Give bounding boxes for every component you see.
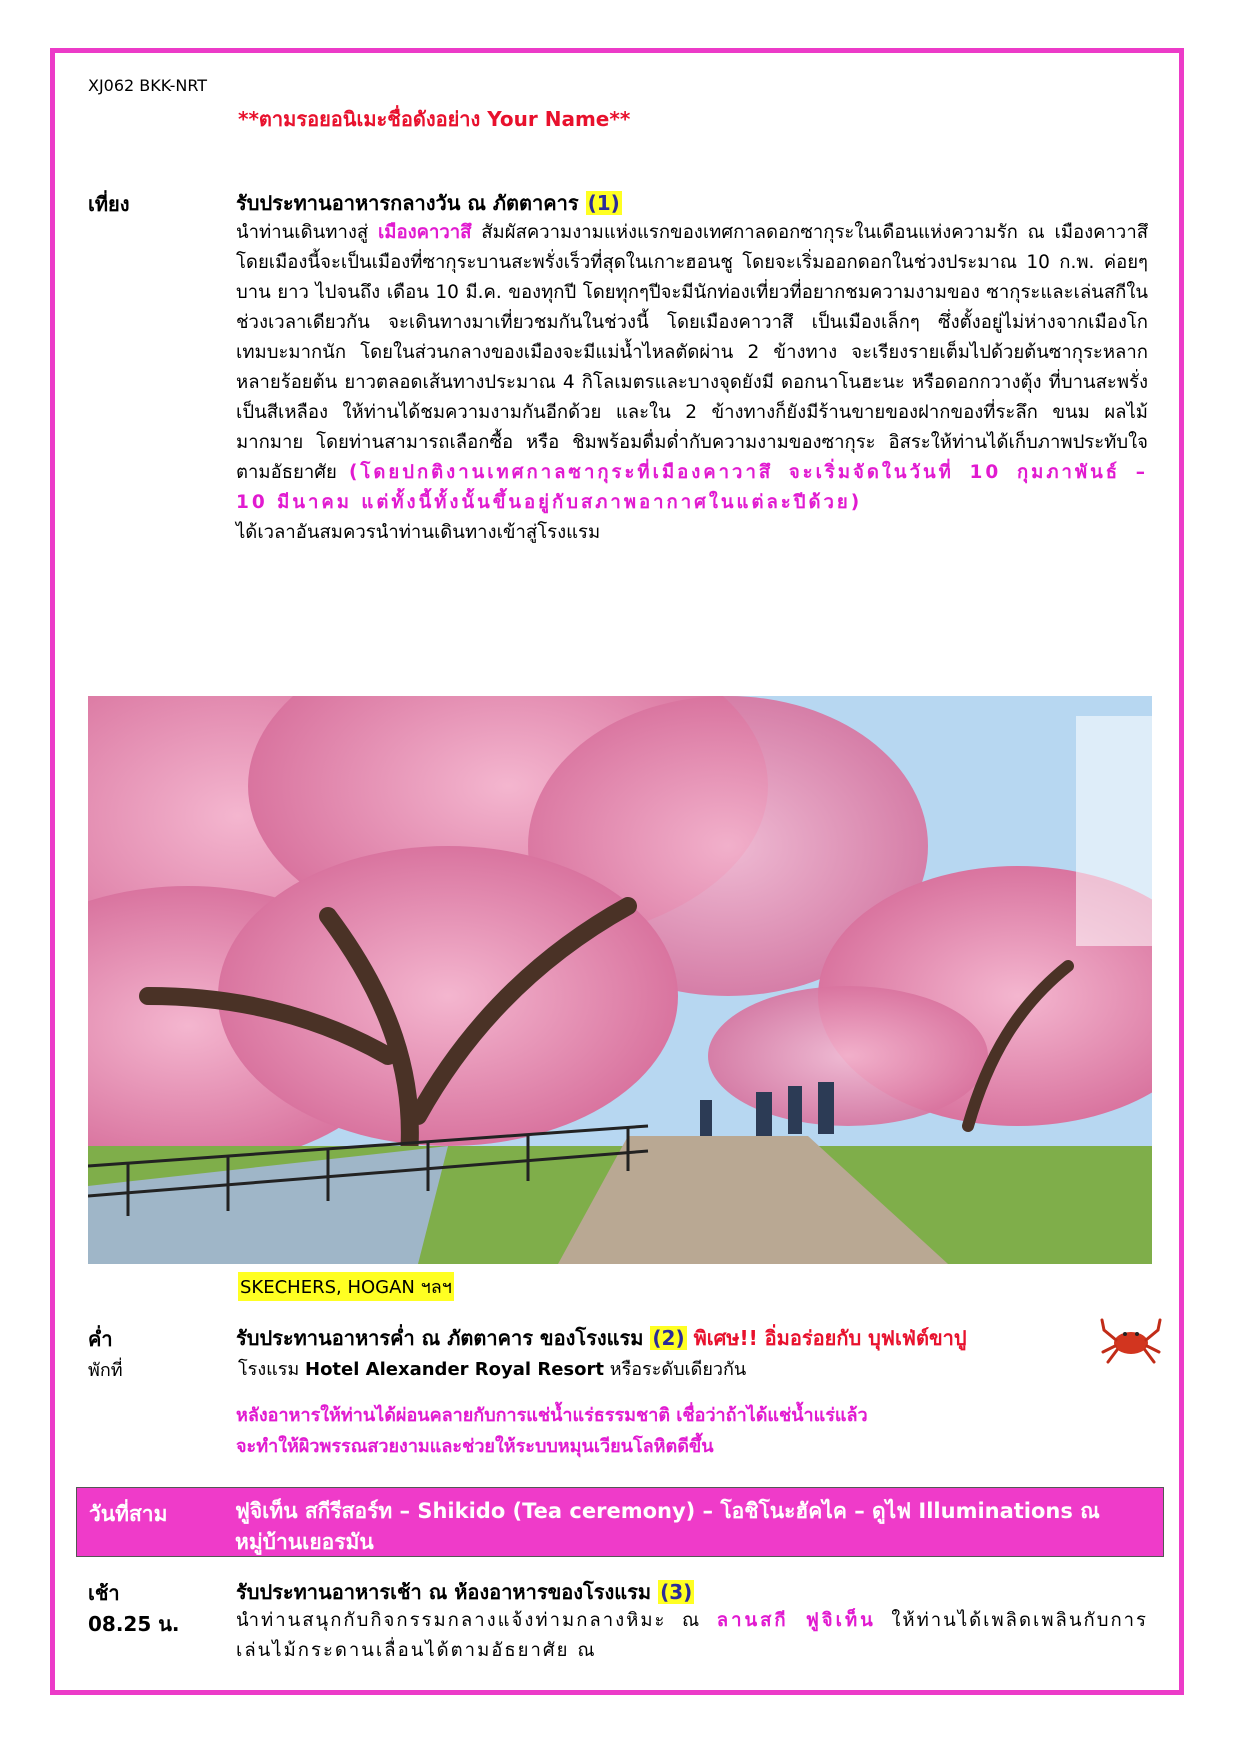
breakfast-description: [236, 1606, 1148, 1666]
stay-prefix: โรงแรม: [238, 1359, 300, 1380]
photo-caption: SKECHERS, HOGAN ฯลฯ: [238, 1272, 454, 1301]
dinner-heading: [236, 1322, 967, 1354]
meal-number-3: (3): [660, 1580, 693, 1604]
meal-number-2: (2): [652, 1326, 685, 1350]
kawazu-place: เมืองคาวาสึ: [377, 222, 472, 243]
breakfast-label: เช้า: [88, 1581, 120, 1605]
dinner-label: ค่ำ: [88, 1327, 113, 1351]
hotel-name: Hotel Alexander Royal Resort: [305, 1359, 604, 1380]
day3-banner: [76, 1487, 1164, 1557]
lunch-body: สัมผัสความงามแห่งแรกของเทศกาลดอกซากุระในเดือนแห่งความรัก ณ เมืองคาวาสึ โดยเมืองนี้จะเป็นเมืองที่ซากุระบานสะพรั่งเร็วที่สุดในเกาะฮอนชู โดยจะเริ่มออกดอกในช่วงประมาณ 10 ก.พ. ค่อยๆบาน ยาว ไปจนถึง เดือน 10 มี.ค. ของทุกปี โดยทุกๆปีจะมีนักท่องเที่ยวที่อยากชมความงามของ ซากุระและเล่นสกีในช่วงเวลาเดียวกัน จะเดินทางมาเที่ยวชมกันในช่วงนี้ โดยเมืองคาวาสึ เป็นเมืองเล็กๆ ซึ่งตั้งอยู่ไม่ห่างจากเมืองโกเทมบะมากนัก โดยในส่วนกลางของเมืองจะมีแม่น้ำไหลตัดผ่าน 2 ข้างทาง จะเรียงรายเต็มไปด้วยต้นซากุระหลากหลายร้อยต้น ยาวตลอดเส้นทางประมาณ 4 กิโลเมตรและบางจุดยังมี ดอกนาโนฮะนะ หรือดอกกวางตุ้ง ที่บานสะพรั่งเป็นสีเหลือง ให้ท่านได้ชมความงามกันอีกด้วย และใน 2 ข้างทางก็ยังมีร้านขายของฝากของที่ระลึก ขนม ผลไม้มากมาย โดยท่านสามารถเลือกซื้อ หรือ ชิมพร้อมดื่มด่ำกับความงามของซากุระ อิสระให้ท่านได้เก็บภาพประทับใจตามอัธยาศัย: [236, 222, 1148, 483]
breakfast-heading-text: รับประทานอาหารเช้า ณ ห้องอาหารของโรงแรม: [236, 1580, 652, 1604]
crab-icon: [1100, 1316, 1162, 1366]
lunch-lead: นำท่านเดินทางสู่: [236, 222, 369, 243]
breakfast-body: ให้ท่านได้เพลิดเพลินกับการเล่นไม้กระดานเลื่อนได้ตามอัธยาศัย ณ: [236, 1610, 1148, 1661]
cherry-blossom-illustration: [88, 696, 1152, 1264]
breakfast-heading: [236, 1576, 694, 1608]
breakfast-lead: นำท่านสนุกกับกิจกรรมกลางแจ้งท่ามกลางหิมะ ณ: [236, 1610, 702, 1631]
festival-note: (โดยปกติงานเทศกาลซากุระที่เมืองคาวาสึ จะเริ่มจัดในวันที่ 10 กุมภาพันธ์ – 10 มีนาคม แต่ทั้งนี้ทั้งนั้นขึ้นอยู่กับสภาพอากาศในแต่ละปีด้วย): [236, 462, 1148, 513]
stay-suffix: หรือระดับเดียวกัน: [609, 1359, 747, 1380]
onsen-line-2: จะทำให้ผิวพรรณสวยงามและช่วยให้ระบบหมุนเวียนโลหิตดีขึ้น: [236, 1436, 714, 1457]
onsen-note: [236, 1400, 868, 1462]
day3-title: ฟูจิเท็น สกีรีสอร์ท – Shikido (Tea ceremony) – โอชิโนะฮัคไค – ดูไฟ Illuminations ณ หมู่บ้านเยอรมัน: [235, 1499, 1100, 1554]
meal-number-1: (1): [587, 191, 620, 215]
page-headline: **ตามรอยอนิเมะชื่อดังอย่าง Your Name**: [238, 107, 631, 131]
dinner-heading-text: รับประทานอาหารค่ำ ณ ภัตตาคาร ของโรงแรม: [236, 1326, 644, 1350]
stay-label: พักที่: [88, 1360, 123, 1381]
breakfast-time: 08.25 น.: [88, 1612, 180, 1636]
onsen-line-1: หลังอาหารให้ท่านได้ผ่อนคลายกับการแช่น้ำแร่ธรรมชาติ เชื่อว่าถ้าได้แช่น้ำแร่แล้ว: [236, 1405, 868, 1426]
lunch-heading: [236, 187, 622, 219]
lunch-label: เที่ยง: [88, 192, 130, 216]
dinner-special: พิเศษ!! อิ่มอร่อยกับ บุฟเฟ่ต์ขาปู: [693, 1326, 967, 1350]
fujiten-place: ลานสกี ฟูจิเท็น: [716, 1610, 876, 1631]
day3-label: วันที่สาม: [89, 1502, 168, 1526]
lunch-description: [236, 218, 1148, 548]
tour-code: XJ062 BKK-NRT: [88, 76, 208, 95]
lunch-closing: ได้เวลาอันสมควรนำท่านเดินทางเข้าสู่โรงแรม: [236, 522, 601, 543]
lunch-heading-text: รับประทานอาหารกลางวัน ณ ภัตตาคาร: [236, 191, 579, 215]
hotel-line: [238, 1354, 746, 1383]
cherry-blossom-photo: [88, 696, 1152, 1264]
